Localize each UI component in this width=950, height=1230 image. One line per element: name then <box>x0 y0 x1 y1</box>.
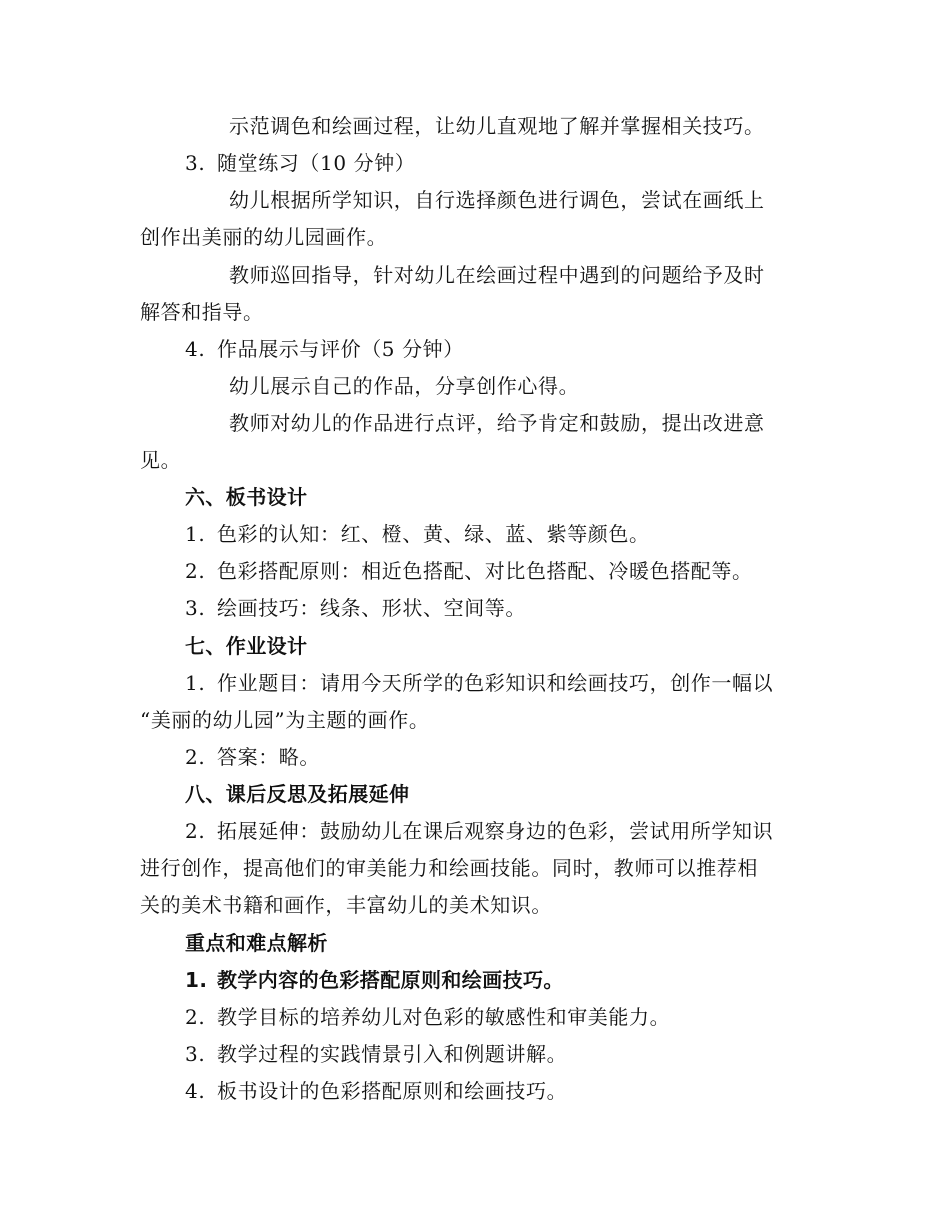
paragraph-text: 见。 <box>140 448 182 472</box>
item-text: 绘画技巧：线条、形状、空间等。 <box>217 596 526 620</box>
section-heading: 重点和难点解析 <box>185 931 328 955</box>
item-text: 作品展示与评价（5 分钟） <box>217 337 464 361</box>
section-heading: 六、板书设计 <box>185 485 308 509</box>
section-item <box>185 150 415 176</box>
paragraph-text: 幼儿根据所学知识，自行选择颜色进行调色，尝试在画纸上 <box>229 188 765 212</box>
list-item <box>185 818 773 844</box>
item-text: 板书设计的色彩搭配原则和绘画技巧。 <box>217 1079 568 1103</box>
item-number: 4. <box>185 337 206 361</box>
paragraph-text: 教师巡回指导，针对幼儿在绘画过程中遇到的问题给予及时 <box>229 263 765 287</box>
item-number: 1. <box>185 671 206 695</box>
item-text: 教学过程的实践情景引入和例题讲解。 <box>217 1042 568 1066</box>
paragraph-text: 创作出美丽的幼儿园画作。 <box>140 225 388 249</box>
list-item <box>185 1078 567 1104</box>
item-text: 随堂练习（10 分钟） <box>217 151 416 175</box>
list-item <box>185 744 320 770</box>
item-number: 3. <box>185 151 206 175</box>
list-item <box>185 595 526 621</box>
item-text: 拓展延伸：鼓励幼儿在课后观察身边的色彩，尝试用所学知识 <box>217 819 774 843</box>
item-number: 4. <box>185 1079 206 1103</box>
item-number: 3. <box>185 596 206 620</box>
paragraph-text: 解答和指导。 <box>140 300 264 324</box>
item-number: 2. <box>185 559 206 583</box>
item-number: 3. <box>185 1042 206 1066</box>
section-item <box>185 336 464 362</box>
section-heading: 七、作业设计 <box>185 634 308 658</box>
item-number: 2. <box>185 819 206 843</box>
list-item <box>185 967 564 993</box>
item-text: 教学内容的色彩搭配原则和绘画技巧。 <box>217 968 564 992</box>
item-number: 2. <box>185 745 206 769</box>
paragraph-text: 幼儿展示自己的作品，分享创作心得。 <box>229 374 580 398</box>
list-item <box>185 1004 670 1030</box>
paragraph-text: 关的美术书籍和画作，丰富幼儿的美术知识。 <box>140 893 552 917</box>
item-text: 色彩的认知：红、橙、黄、绿、蓝、紫等颜色。 <box>217 522 650 546</box>
list-item <box>185 1041 567 1067</box>
item-number: 1. <box>185 968 208 992</box>
list-item <box>185 558 753 584</box>
list-item <box>185 521 650 547</box>
section-heading: 八、课后反思及拓展延伸 <box>185 782 410 806</box>
list-item <box>185 670 773 696</box>
item-text: 色彩搭配原则：相近色搭配、对比色搭配、冷暖色搭配等。 <box>217 559 753 583</box>
item-text: 作业题目：请用今天所学的色彩知识和绘画技巧，创作一幅以 <box>217 671 774 695</box>
paragraph-text: 进行创作，提高他们的审美能力和绘画技能。同时，教师可以推荐相 <box>140 856 758 880</box>
item-number: 1. <box>185 522 206 546</box>
item-number: 2. <box>185 1005 206 1029</box>
item-text: 教学目标的培养幼儿对色彩的敏感性和审美能力。 <box>217 1005 671 1029</box>
item-text: 答案：略。 <box>217 745 320 769</box>
paragraph-text: 教师对幼儿的作品进行点评，给予肯定和鼓励，提出改进意 <box>229 411 765 435</box>
paragraph-text: “美丽的幼儿园”为主题的画作。 <box>140 708 430 732</box>
paragraph-text: 示范调色和绘画过程，让幼儿直观地了解并掌握相关技巧。 <box>229 114 765 138</box>
